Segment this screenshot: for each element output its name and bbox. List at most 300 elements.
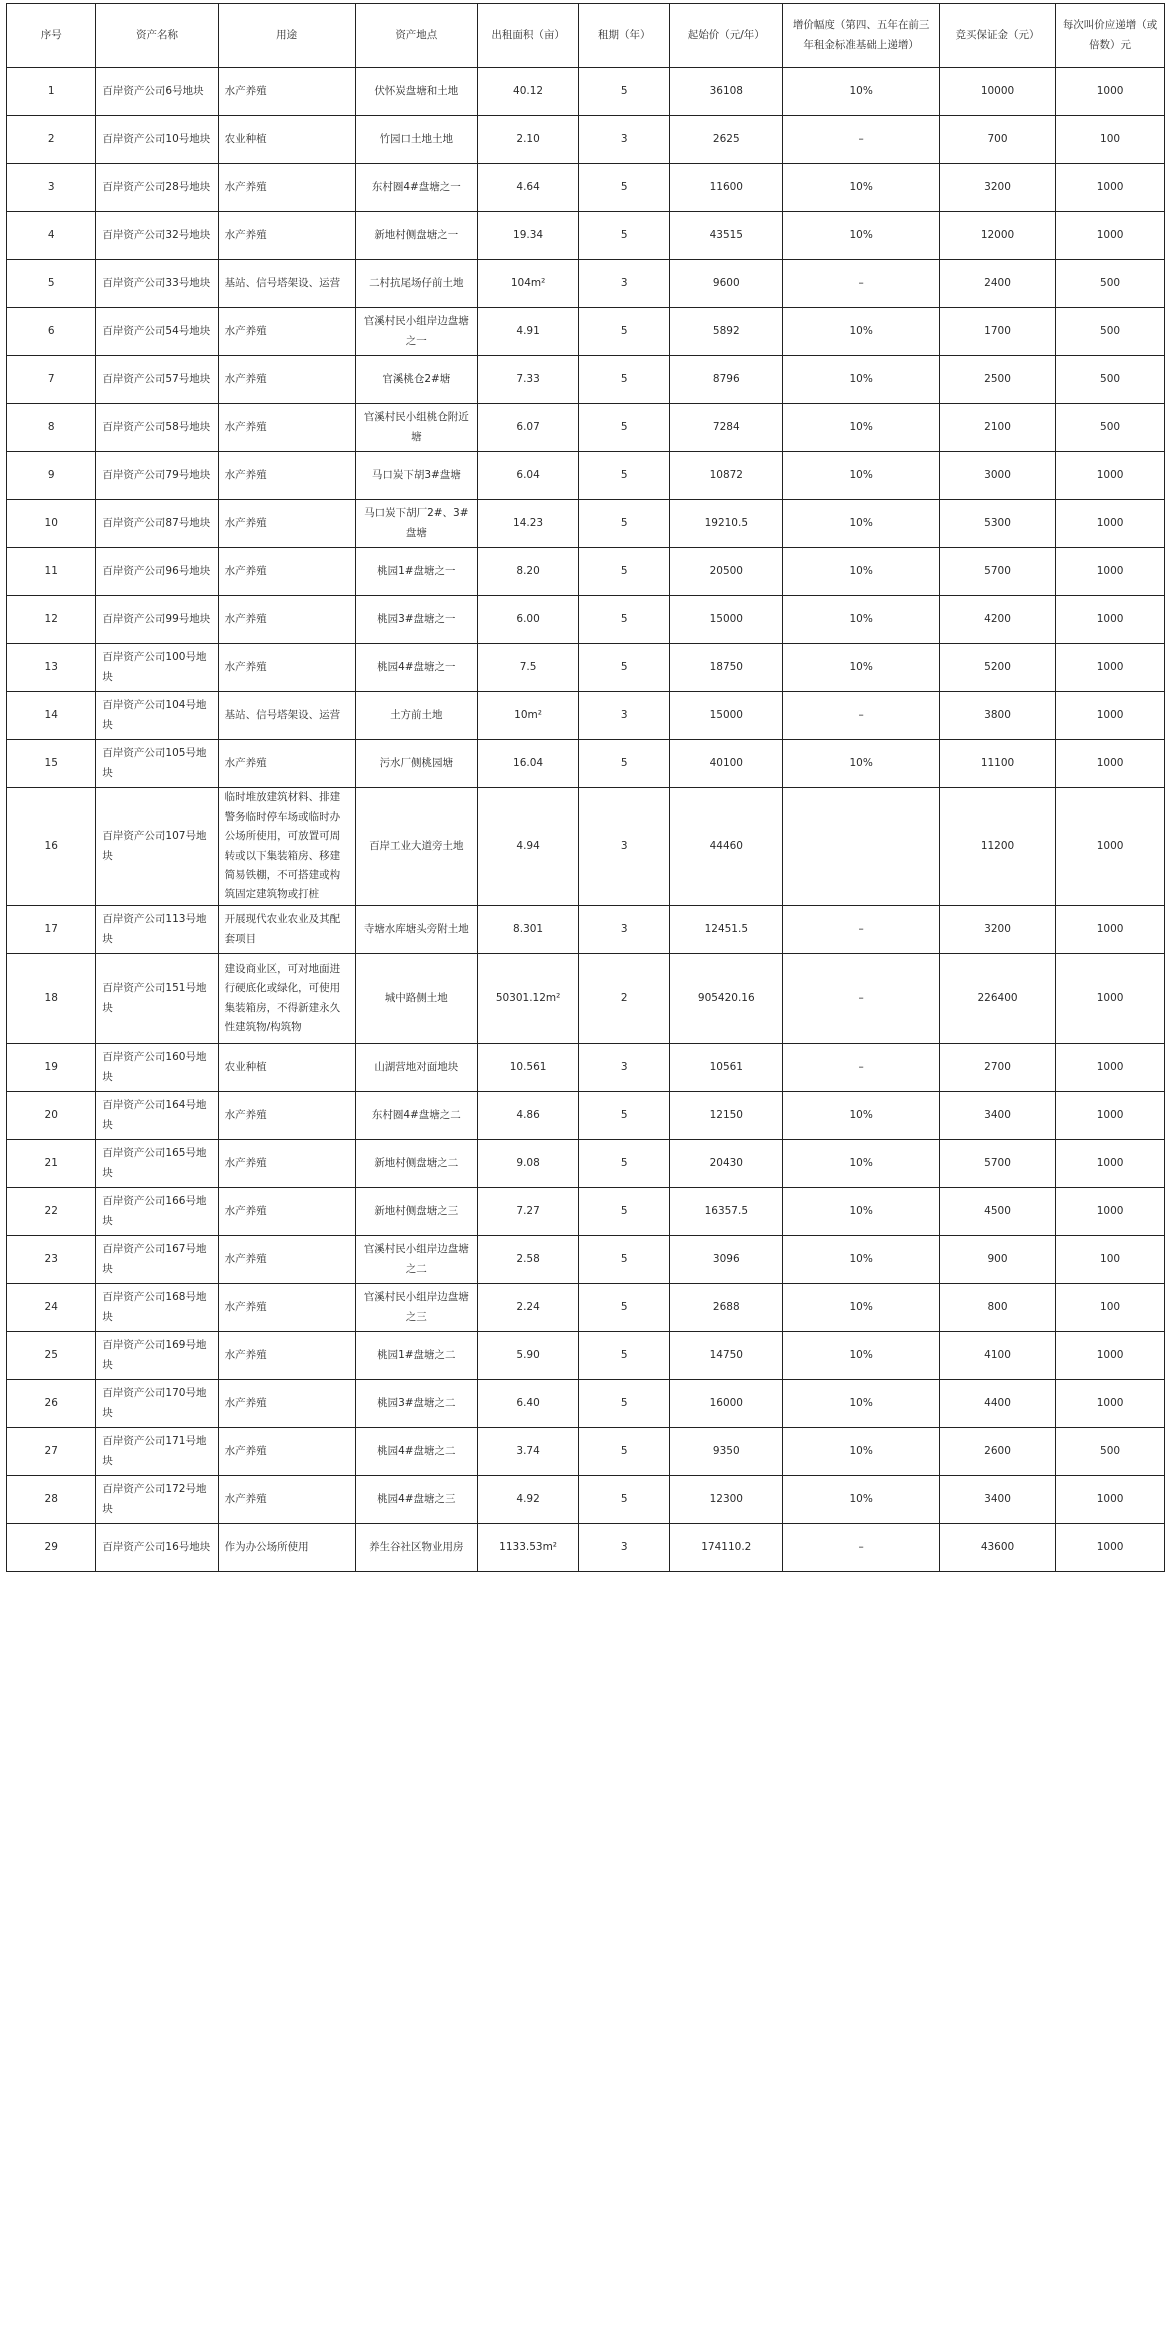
cell-seq: 27 (7, 1428, 96, 1476)
cell-asset-name: 百岸资产公司10号地块 (96, 116, 218, 164)
cell-location: 官溪村民小组岸边盘塘之三 (355, 1284, 477, 1332)
cell-bid-increment: 500 (1056, 404, 1165, 452)
cell-usage: 水产养殖 (218, 1380, 355, 1428)
cell-term: 5 (579, 404, 670, 452)
cell-asset-name: 百岸资产公司151号地块 (96, 954, 218, 1044)
cell-asset-name: 百岸资产公司16号地块 (96, 1524, 218, 1572)
cell-seq: 19 (7, 1044, 96, 1092)
cell-location: 新地村侧盘塘之二 (355, 1140, 477, 1188)
table-row (7, 452, 1165, 500)
cell-seq: 10 (7, 500, 96, 548)
cell-bid-increment: 1000 (1056, 1332, 1165, 1380)
cell-bid-increment: 1000 (1056, 1524, 1165, 1572)
cell-increase-rate: 10% (783, 308, 939, 356)
cell-area: 8.301 (477, 906, 578, 954)
cell-area: 7.27 (477, 1188, 578, 1236)
cell-deposit: 3400 (939, 1092, 1055, 1140)
cell-usage: 水产养殖 (218, 500, 355, 548)
cell-increase-rate: 10% (783, 596, 939, 644)
cell-usage: 水产养殖 (218, 356, 355, 404)
cell-start-price: 20430 (670, 1140, 783, 1188)
cell-usage: 水产养殖 (218, 308, 355, 356)
cell-deposit: 4100 (939, 1332, 1055, 1380)
cell-asset-name: 百岸资产公司171号地块 (96, 1428, 218, 1476)
cell-asset-name: 百岸资产公司99号地块 (96, 596, 218, 644)
cell-increase-rate: 10% (783, 1236, 939, 1284)
cell-increase-rate: 10% (783, 1428, 939, 1476)
table-row (7, 116, 1165, 164)
cell-area: 6.07 (477, 404, 578, 452)
cell-area: 16.04 (477, 740, 578, 788)
cell-term: 5 (579, 1140, 670, 1188)
column-header-bid-increment: 每次叫价应递增（或倍数）元 (1056, 4, 1165, 68)
cell-term: 5 (579, 356, 670, 404)
cell-usage: 水产养殖 (218, 164, 355, 212)
cell-location: 桃园1#盘塘之一 (355, 548, 477, 596)
cell-usage: 水产养殖 (218, 1476, 355, 1524)
cell-term: 3 (579, 906, 670, 954)
cell-start-price: 15000 (670, 692, 783, 740)
table-row (7, 1284, 1165, 1332)
cell-bid-increment: 100 (1056, 1236, 1165, 1284)
cell-usage: 水产养殖 (218, 1332, 355, 1380)
cell-location: 马口炭下胡厂2#、3#盘塘 (355, 500, 477, 548)
cell-usage: 水产养殖 (218, 212, 355, 260)
table-body (7, 68, 1165, 1572)
cell-deposit: 4500 (939, 1188, 1055, 1236)
cell-location: 山湖营地对面地块 (355, 1044, 477, 1092)
cell-asset-name: 百岸资产公司28号地块 (96, 164, 218, 212)
cell-location: 竹园口土地土地 (355, 116, 477, 164)
cell-deposit: 3200 (939, 164, 1055, 212)
cell-term: 5 (579, 1284, 670, 1332)
column-header-start-price: 起始价（元/年） (670, 4, 783, 68)
cell-start-price: 12451.5 (670, 906, 783, 954)
table-row (7, 1140, 1165, 1188)
cell-asset-name: 百岸资产公司169号地块 (96, 1332, 218, 1380)
cell-deposit: 5200 (939, 644, 1055, 692)
cell-asset-name: 百岸资产公司160号地块 (96, 1044, 218, 1092)
cell-increase-rate: 10% (783, 740, 939, 788)
cell-increase-rate: – (783, 906, 939, 954)
cell-usage: 水产养殖 (218, 404, 355, 452)
cell-bid-increment: 1000 (1056, 692, 1165, 740)
cell-deposit: 10000 (939, 68, 1055, 116)
cell-usage: 水产养殖 (218, 644, 355, 692)
cell-term: 5 (579, 1380, 670, 1428)
cell-increase-rate: 10% (783, 356, 939, 404)
column-header-location: 资产地点 (355, 4, 477, 68)
table-row (7, 1428, 1165, 1476)
cell-bid-increment: 1000 (1056, 1092, 1165, 1140)
cell-seq: 4 (7, 212, 96, 260)
cell-deposit: 2600 (939, 1428, 1055, 1476)
cell-seq: 22 (7, 1188, 96, 1236)
cell-term: 5 (579, 1332, 670, 1380)
cell-bid-increment: 1000 (1056, 1476, 1165, 1524)
cell-asset-name: 百岸资产公司165号地块 (96, 1140, 218, 1188)
cell-start-price: 5892 (670, 308, 783, 356)
table-row (7, 1524, 1165, 1572)
cell-increase-rate: – (783, 1524, 939, 1572)
cell-location: 新地村侧盘塘之三 (355, 1188, 477, 1236)
cell-start-price: 2688 (670, 1284, 783, 1332)
cell-asset-name: 百岸资产公司32号地块 (96, 212, 218, 260)
cell-increase-rate: 10% (783, 404, 939, 452)
table-row (7, 596, 1165, 644)
cell-area: 4.64 (477, 164, 578, 212)
cell-start-price: 43515 (670, 212, 783, 260)
cell-increase-rate: 10% (783, 164, 939, 212)
cell-increase-rate: – (783, 692, 939, 740)
cell-start-price: 18750 (670, 644, 783, 692)
cell-area: 4.92 (477, 1476, 578, 1524)
column-header-deposit: 竞买保证金（元） (939, 4, 1055, 68)
table-row (7, 692, 1165, 740)
cell-deposit: 1700 (939, 308, 1055, 356)
cell-bid-increment: 500 (1056, 1428, 1165, 1476)
cell-start-price: 12150 (670, 1092, 783, 1140)
cell-seq: 8 (7, 404, 96, 452)
table-row (7, 788, 1165, 906)
cell-asset-name: 百岸资产公司96号地块 (96, 548, 218, 596)
cell-deposit: 43600 (939, 1524, 1055, 1572)
cell-term: 5 (579, 212, 670, 260)
cell-usage: 开展现代农业农业及其配套项目 (218, 906, 355, 954)
cell-seq: 21 (7, 1140, 96, 1188)
cell-increase-rate: 10% (783, 452, 939, 500)
cell-asset-name: 百岸资产公司113号地块 (96, 906, 218, 954)
cell-area: 104m² (477, 260, 578, 308)
cell-start-price: 3096 (670, 1236, 783, 1284)
cell-seq: 24 (7, 1284, 96, 1332)
cell-area: 14.23 (477, 500, 578, 548)
cell-area: 19.34 (477, 212, 578, 260)
cell-location: 污水厂侧桃园塘 (355, 740, 477, 788)
cell-seq: 13 (7, 644, 96, 692)
cell-bid-increment: 1000 (1056, 1044, 1165, 1092)
cell-term: 5 (579, 596, 670, 644)
cell-seq: 26 (7, 1380, 96, 1428)
cell-seq: 23 (7, 1236, 96, 1284)
cell-term: 3 (579, 788, 670, 906)
cell-deposit: 2400 (939, 260, 1055, 308)
cell-term: 3 (579, 1524, 670, 1572)
cell-area: 5.90 (477, 1332, 578, 1380)
cell-location: 伏怀炭盘塘和土地 (355, 68, 477, 116)
cell-location: 养生谷社区物业用房 (355, 1524, 477, 1572)
cell-bid-increment: 500 (1056, 260, 1165, 308)
cell-bid-increment: 1000 (1056, 68, 1165, 116)
cell-term: 3 (579, 692, 670, 740)
cell-deposit: 5700 (939, 1140, 1055, 1188)
cell-increase-rate: – (783, 260, 939, 308)
cell-seq: 28 (7, 1476, 96, 1524)
cell-start-price: 16000 (670, 1380, 783, 1428)
cell-location: 东村圈4#盘塘之一 (355, 164, 477, 212)
cell-asset-name: 百岸资产公司57号地块 (96, 356, 218, 404)
table-row (7, 644, 1165, 692)
cell-usage: 水产养殖 (218, 1428, 355, 1476)
cell-term: 3 (579, 116, 670, 164)
cell-term: 5 (579, 452, 670, 500)
cell-increase-rate: 10% (783, 1140, 939, 1188)
cell-area: 3.74 (477, 1428, 578, 1476)
cell-deposit: 700 (939, 116, 1055, 164)
cell-deposit: 3200 (939, 906, 1055, 954)
cell-asset-name: 百岸资产公司170号地块 (96, 1380, 218, 1428)
cell-usage: 水产养殖 (218, 1236, 355, 1284)
cell-usage: 水产养殖 (218, 1188, 355, 1236)
cell-increase-rate: 10% (783, 212, 939, 260)
asset-lease-table (6, 3, 1165, 1572)
cell-area: 2.10 (477, 116, 578, 164)
cell-term: 5 (579, 68, 670, 116)
table-row (7, 740, 1165, 788)
cell-area: 50301.12m² (477, 954, 578, 1044)
cell-deposit: 5300 (939, 500, 1055, 548)
cell-increase-rate: 10% (783, 68, 939, 116)
table-row (7, 212, 1165, 260)
cell-start-price: 14750 (670, 1332, 783, 1380)
cell-start-price: 15000 (670, 596, 783, 644)
table-row (7, 404, 1165, 452)
cell-term: 3 (579, 260, 670, 308)
cell-location: 官溪村民小组岸边盘塘之一 (355, 308, 477, 356)
table-row (7, 1332, 1165, 1380)
cell-increase-rate: 10% (783, 1476, 939, 1524)
cell-area: 4.91 (477, 308, 578, 356)
cell-location: 桃园4#盘塘之三 (355, 1476, 477, 1524)
cell-increase-rate: 10% (783, 1332, 939, 1380)
cell-usage: 基站、信号塔架设、运营 (218, 692, 355, 740)
cell-usage: 农业种植 (218, 116, 355, 164)
cell-area: 6.40 (477, 1380, 578, 1428)
cell-term: 5 (579, 1428, 670, 1476)
column-header-increase-rate: 增价幅度（第四、五年在前三年租金标准基础上递增） (783, 4, 939, 68)
cell-location: 新地村侧盘塘之一 (355, 212, 477, 260)
cell-area: 10m² (477, 692, 578, 740)
cell-location: 城中路侧土地 (355, 954, 477, 1044)
cell-usage: 水产养殖 (218, 1140, 355, 1188)
cell-location: 二村抗尾场仔前土地 (355, 260, 477, 308)
cell-seq: 20 (7, 1092, 96, 1140)
cell-area: 4.94 (477, 788, 578, 906)
cell-asset-name: 百岸资产公司6号地块 (96, 68, 218, 116)
cell-location: 桃园1#盘塘之二 (355, 1332, 477, 1380)
table-row (7, 68, 1165, 116)
cell-asset-name: 百岸资产公司104号地块 (96, 692, 218, 740)
cell-start-price: 9600 (670, 260, 783, 308)
cell-term: 5 (579, 644, 670, 692)
table-row (7, 500, 1165, 548)
column-header-seq: 序号 (7, 4, 96, 68)
cell-increase-rate: 10% (783, 1284, 939, 1332)
column-header-area: 出租面积（亩） (477, 4, 578, 68)
cell-seq: 9 (7, 452, 96, 500)
cell-start-price: 10561 (670, 1044, 783, 1092)
cell-usage: 建设商业区，可对地面进行硬底化或绿化，可使用集装箱房，不得新建永久性建筑物/构筑物 (218, 954, 355, 1044)
table-row (7, 954, 1165, 1044)
cell-asset-name: 百岸资产公司168号地块 (96, 1284, 218, 1332)
cell-start-price: 10872 (670, 452, 783, 500)
cell-area: 7.33 (477, 356, 578, 404)
cell-usage: 水产养殖 (218, 1284, 355, 1332)
cell-location: 桃园4#盘塘之一 (355, 644, 477, 692)
cell-start-price: 16357.5 (670, 1188, 783, 1236)
cell-start-price: 40100 (670, 740, 783, 788)
cell-increase-rate: 10% (783, 1380, 939, 1428)
cell-bid-increment: 1000 (1056, 596, 1165, 644)
cell-bid-increment: 1000 (1056, 644, 1165, 692)
cell-deposit: 226400 (939, 954, 1055, 1044)
cell-bid-increment: 1000 (1056, 954, 1165, 1044)
cell-bid-increment: 1000 (1056, 1140, 1165, 1188)
table-row (7, 1188, 1165, 1236)
cell-deposit: 3400 (939, 1476, 1055, 1524)
cell-bid-increment: 1000 (1056, 788, 1165, 906)
cell-location: 寺塘水库塘头旁附土地 (355, 906, 477, 954)
cell-asset-name: 百岸资产公司33号地块 (96, 260, 218, 308)
cell-start-price: 36108 (670, 68, 783, 116)
cell-area: 10.561 (477, 1044, 578, 1092)
cell-increase-rate: – (783, 116, 939, 164)
cell-usage: 水产养殖 (218, 740, 355, 788)
cell-seq: 29 (7, 1524, 96, 1572)
cell-area: 7.5 (477, 644, 578, 692)
cell-deposit: 3800 (939, 692, 1055, 740)
column-header-usage: 用途 (218, 4, 355, 68)
cell-bid-increment: 500 (1056, 356, 1165, 404)
cell-area: 40.12 (477, 68, 578, 116)
cell-usage: 基站、信号塔架设、运营 (218, 260, 355, 308)
cell-start-price: 11600 (670, 164, 783, 212)
cell-seq: 16 (7, 788, 96, 906)
cell-start-price: 905420.16 (670, 954, 783, 1044)
cell-location: 官溪桃仓2#塘 (355, 356, 477, 404)
cell-asset-name: 百岸资产公司58号地块 (96, 404, 218, 452)
cell-start-price: 2625 (670, 116, 783, 164)
cell-location: 官溪村民小组桃仓附近塘 (355, 404, 477, 452)
table-row (7, 356, 1165, 404)
cell-area: 8.20 (477, 548, 578, 596)
cell-term: 5 (579, 740, 670, 788)
cell-deposit: 4400 (939, 1380, 1055, 1428)
cell-area: 6.00 (477, 596, 578, 644)
column-header-asset-name: 资产名称 (96, 4, 218, 68)
cell-usage: 作为办公场所使用 (218, 1524, 355, 1572)
cell-area: 4.86 (477, 1092, 578, 1140)
table-row (7, 1380, 1165, 1428)
cell-seq: 1 (7, 68, 96, 116)
cell-term: 5 (579, 1476, 670, 1524)
cell-asset-name: 百岸资产公司105号地块 (96, 740, 218, 788)
cell-seq: 6 (7, 308, 96, 356)
cell-location: 百岸工业大道旁土地 (355, 788, 477, 906)
cell-usage: 水产养殖 (218, 452, 355, 500)
cell-deposit: 2500 (939, 356, 1055, 404)
cell-start-price: 174110.2 (670, 1524, 783, 1572)
cell-seq: 14 (7, 692, 96, 740)
cell-bid-increment: 500 (1056, 308, 1165, 356)
cell-deposit: 11200 (939, 788, 1055, 906)
cell-usage: 水产养殖 (218, 548, 355, 596)
cell-term: 5 (579, 164, 670, 212)
cell-area: 6.04 (477, 452, 578, 500)
cell-usage: 水产养殖 (218, 68, 355, 116)
cell-start-price: 8796 (670, 356, 783, 404)
cell-term: 5 (579, 1236, 670, 1284)
cell-term: 5 (579, 308, 670, 356)
cell-seq: 17 (7, 906, 96, 954)
table-row (7, 1092, 1165, 1140)
table-row (7, 906, 1165, 954)
cell-term: 5 (579, 548, 670, 596)
cell-increase-rate: – (783, 1044, 939, 1092)
table-row (7, 1236, 1165, 1284)
cell-bid-increment: 100 (1056, 1284, 1165, 1332)
cell-bid-increment: 1000 (1056, 212, 1165, 260)
cell-term: 2 (579, 954, 670, 1044)
cell-increase-rate: 10% (783, 644, 939, 692)
cell-bid-increment: 1000 (1056, 548, 1165, 596)
cell-start-price: 9350 (670, 1428, 783, 1476)
cell-asset-name: 百岸资产公司87号地块 (96, 500, 218, 548)
cell-seq: 3 (7, 164, 96, 212)
cell-area: 1133.53m² (477, 1524, 578, 1572)
table-row (7, 1476, 1165, 1524)
cell-start-price: 44460 (670, 788, 783, 906)
cell-seq: 2 (7, 116, 96, 164)
cell-bid-increment: 1000 (1056, 740, 1165, 788)
cell-increase-rate: 10% (783, 1092, 939, 1140)
cell-asset-name: 百岸资产公司100号地块 (96, 644, 218, 692)
cell-seq: 11 (7, 548, 96, 596)
cell-start-price: 19210.5 (670, 500, 783, 548)
cell-deposit: 2100 (939, 404, 1055, 452)
table-row (7, 1044, 1165, 1092)
cell-bid-increment: 1000 (1056, 452, 1165, 500)
cell-usage: 临时堆放建筑材料、排建警务临时停车场或临时办公场所使用，可放置可周转或以下集装箱房、移建简易铁棚，不可搭建或构筑固定建筑物或打桩 (218, 788, 355, 906)
cell-increase-rate: 10% (783, 548, 939, 596)
cell-term: 5 (579, 1092, 670, 1140)
table-row (7, 260, 1165, 308)
cell-term: 5 (579, 500, 670, 548)
cell-increase-rate: 10% (783, 500, 939, 548)
cell-seq: 12 (7, 596, 96, 644)
cell-location: 桃园4#盘塘之二 (355, 1428, 477, 1476)
cell-bid-increment: 1000 (1056, 1380, 1165, 1428)
cell-bid-increment: 1000 (1056, 500, 1165, 548)
cell-usage: 水产养殖 (218, 596, 355, 644)
cell-start-price: 12300 (670, 1476, 783, 1524)
cell-asset-name: 百岸资产公司107号地块 (96, 788, 218, 906)
cell-deposit: 800 (939, 1284, 1055, 1332)
cell-location: 官溪村民小组岸边盘塘之二 (355, 1236, 477, 1284)
cell-increase-rate (783, 788, 939, 906)
cell-deposit: 12000 (939, 212, 1055, 260)
table-header-row (7, 4, 1165, 68)
cell-area: 9.08 (477, 1140, 578, 1188)
cell-increase-rate: 10% (783, 1188, 939, 1236)
cell-deposit: 5700 (939, 548, 1055, 596)
cell-asset-name: 百岸资产公司164号地块 (96, 1092, 218, 1140)
cell-asset-name: 百岸资产公司167号地块 (96, 1236, 218, 1284)
cell-asset-name: 百岸资产公司79号地块 (96, 452, 218, 500)
cell-seq: 15 (7, 740, 96, 788)
cell-bid-increment: 1000 (1056, 1188, 1165, 1236)
cell-area: 2.24 (477, 1284, 578, 1332)
